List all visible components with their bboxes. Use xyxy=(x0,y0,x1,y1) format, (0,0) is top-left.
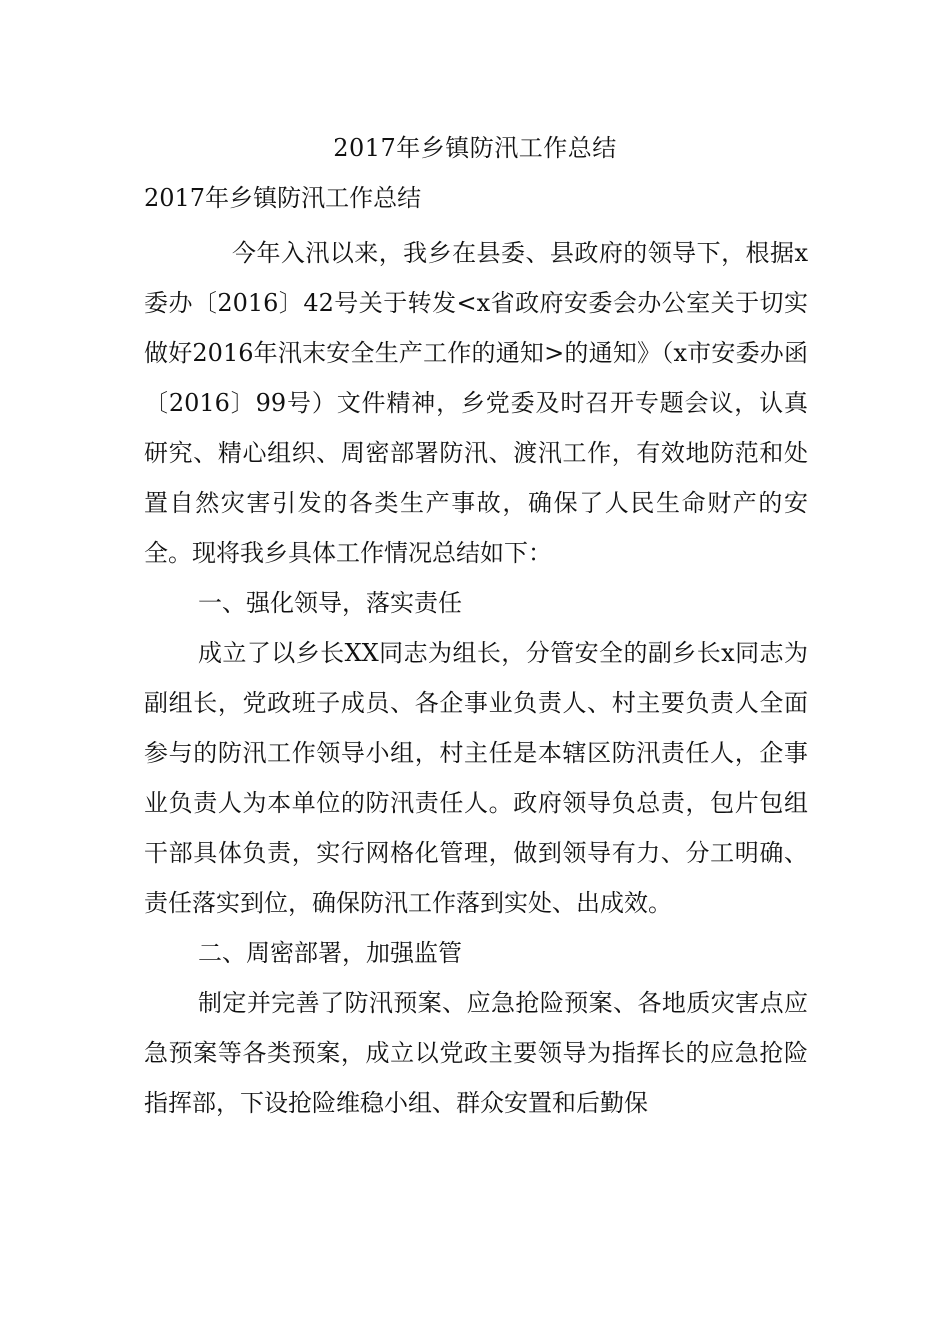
section-heading-1: 一、强化领导，落实责任 xyxy=(198,589,462,617)
document-title: 2017年乡镇防汛工作总结 xyxy=(333,134,617,162)
paragraph-deployment: 制定并完善了防汛预案、应急抢险预案、各地质灾害点应急预案等各类预案，成立以党政主要领导为指挥长的应急抢险指挥部，下设抢险维稳小组、群众安置和后勤保 xyxy=(144,989,808,1117)
paragraph-leadership: 成立了以乡长XX同志为组长，分管安全的副乡长x同志为副组长，党政班子成员、各企事业负责人、村主要负责人全面参与的防汛工作领导小组，村主任是本辖区防汛责任人，企事业负责人为本单位的防汛责任人。政府领导负总责，包片包组干部具体负责，实行网格化管理，做到领导有力、分工明确、责任落实到位，确保防汛工作落到实处、出成效。 xyxy=(144,639,808,917)
paragraph-intro: 今年入汛以来，我乡在县委、县政府的领导下，根据x委办〔2016〕42号关于转发<x省政府安委会办公室关于切实做好2016年汛末安全生产工作的通知>的通知》（x市安委办函〔2016〕99号）文件精神，乡党委及时召开专题会议，认真研究、精心组织、周密部署防汛、渡汛工作，有效地防范和处置自然灾害引发的各类生产事故，确保了人民生命财产的安全。现将我乡具体工作情况总结如下： xyxy=(144,239,808,567)
document-body xyxy=(144,228,808,1128)
document-subtitle: 2017年乡镇防汛工作总结 xyxy=(144,184,422,212)
section-heading-2: 二、周密部署，加强监管 xyxy=(198,939,462,967)
